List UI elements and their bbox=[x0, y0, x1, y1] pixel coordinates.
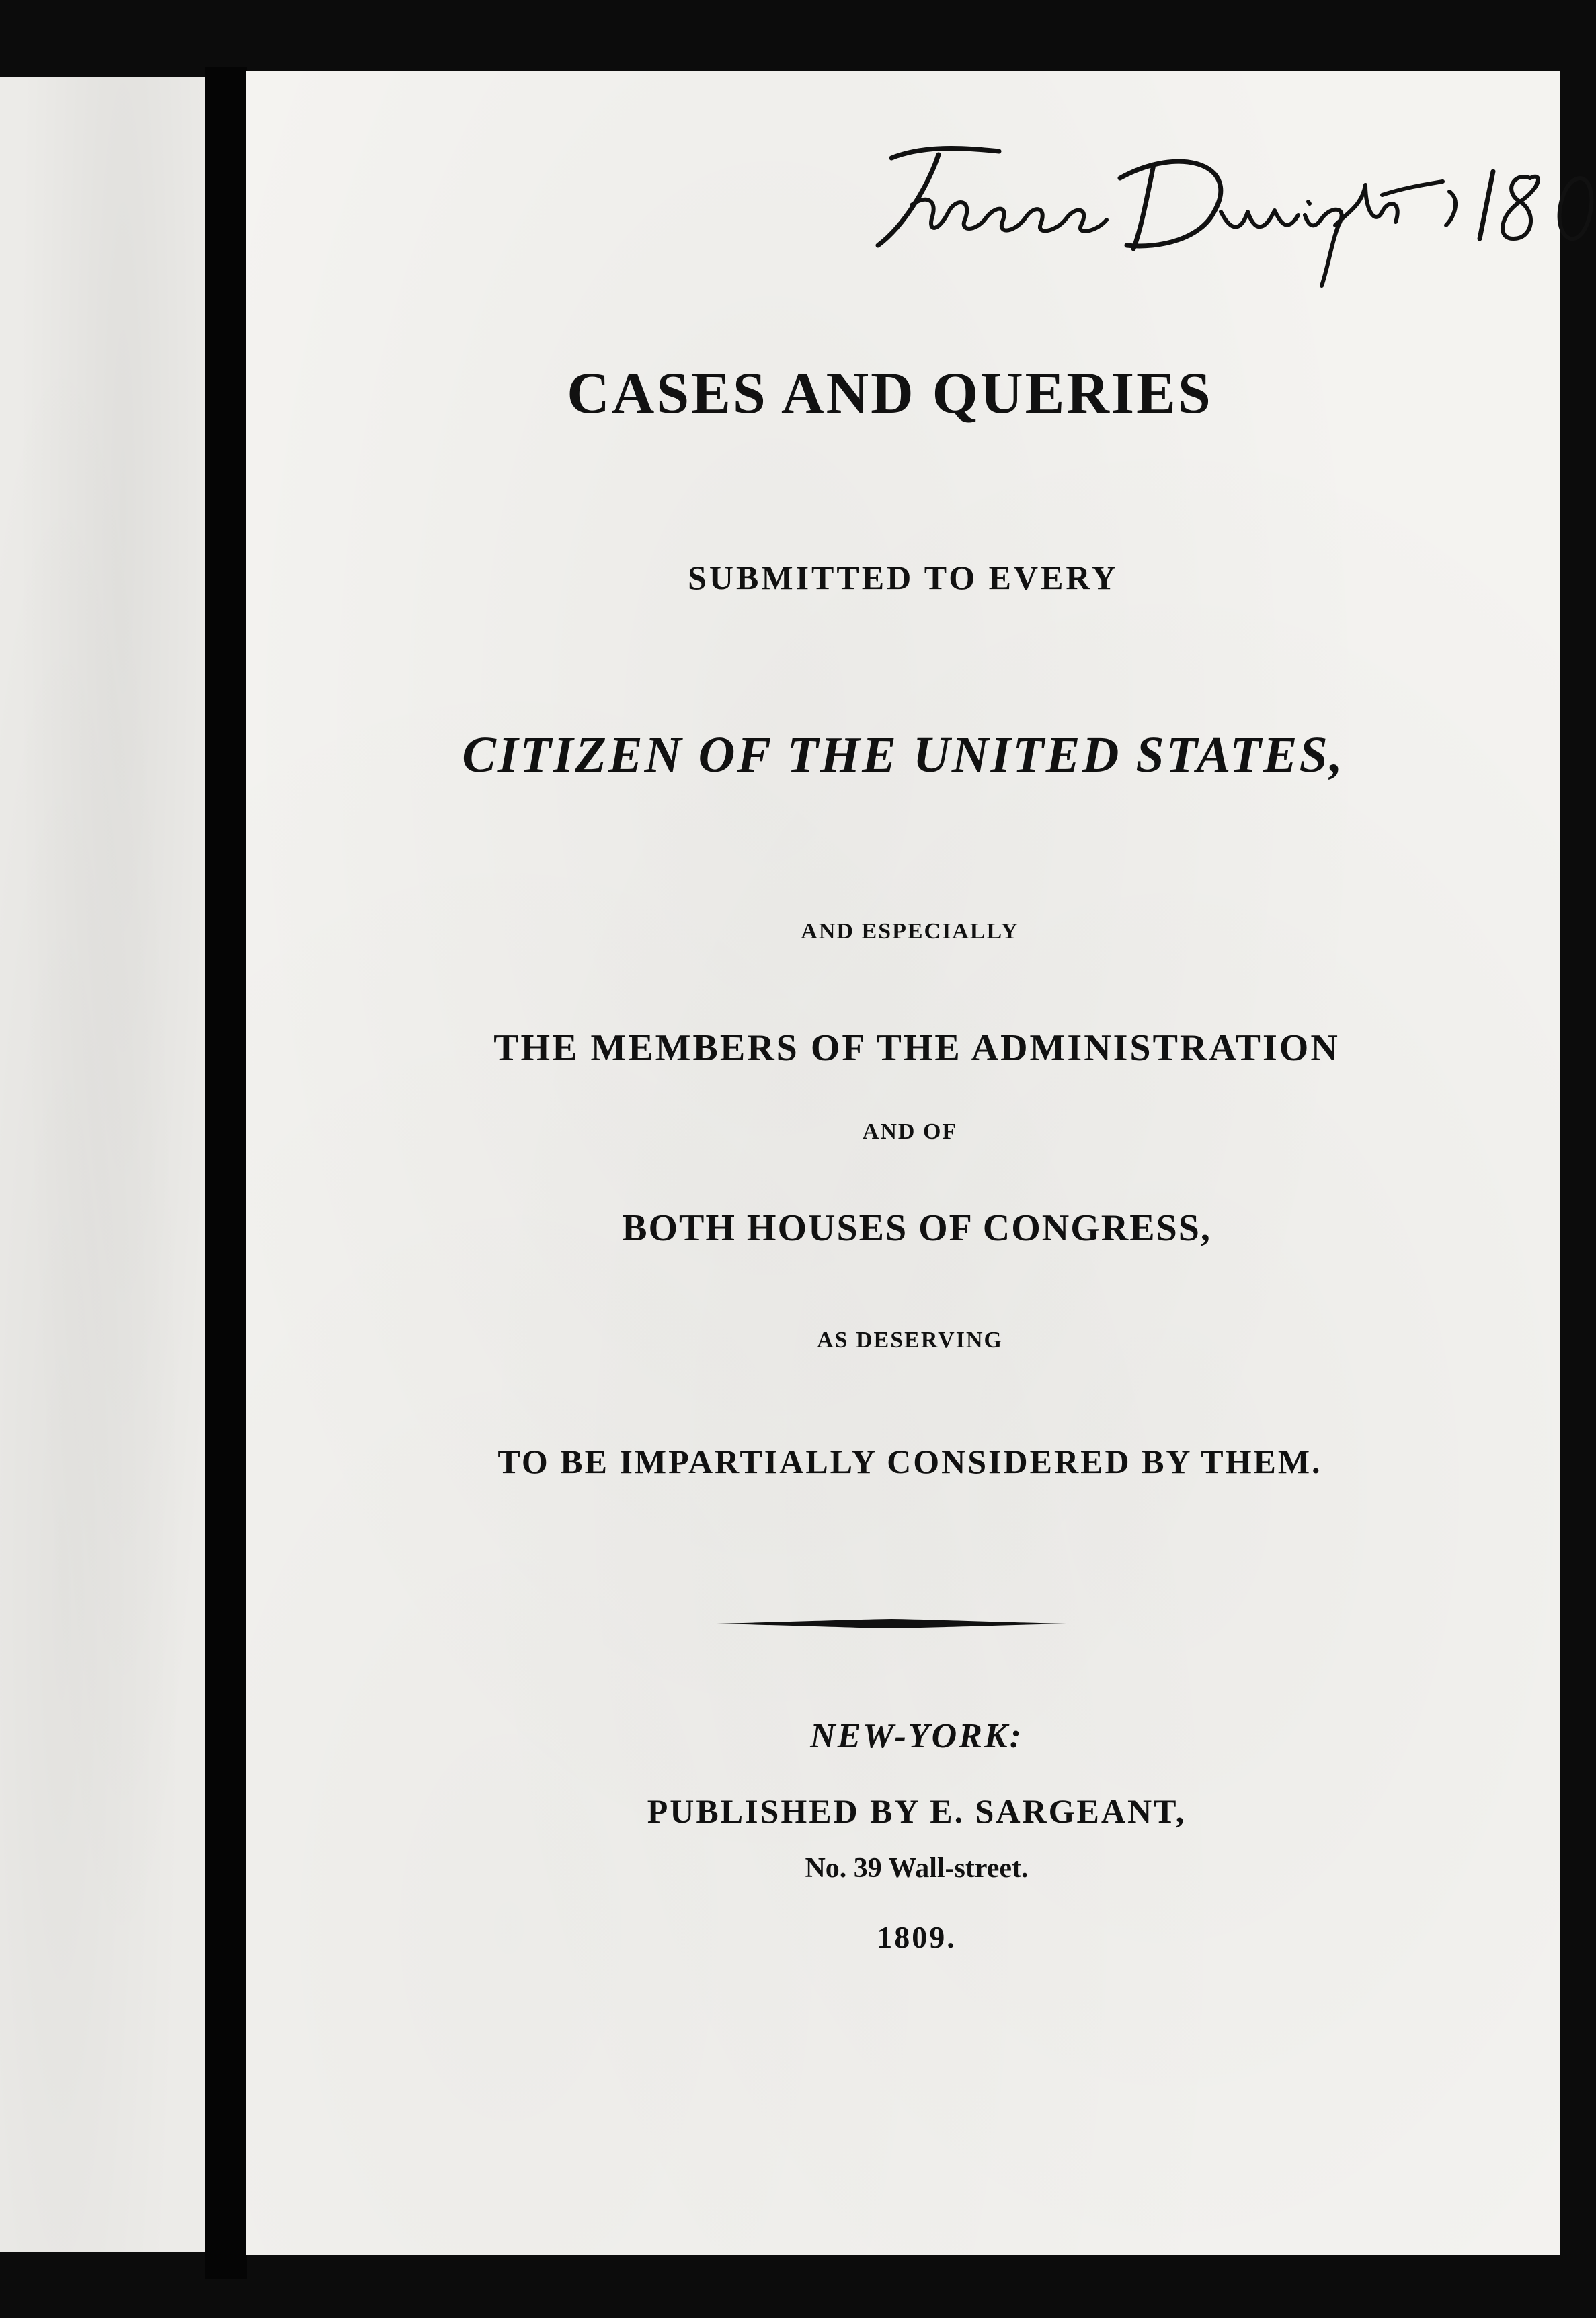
subtitle-impartially: TO BE IMPARTIALLY CONSIDERED BY THEM. bbox=[497, 1443, 1322, 1480]
subtitle-members: THE MEMBERS OF THE ADMINISTRATION bbox=[493, 1027, 1340, 1069]
subtitle-deserving: AS DESERVING bbox=[817, 1328, 1003, 1353]
subtitle-houses: BOTH HOUSES OF CONGRESS, bbox=[622, 1207, 1211, 1249]
handwritten-signature bbox=[865, 131, 1596, 387]
decorative-rule bbox=[717, 1618, 1066, 1629]
subtitle-submitted: SUBMITTED TO EVERY bbox=[688, 559, 1119, 596]
subtitle-citizen: CITIZEN OF THE UNITED STATES, bbox=[462, 727, 1345, 783]
imprint-year: 1809. bbox=[877, 1920, 957, 1954]
title-page bbox=[246, 71, 1560, 2255]
imprint-place: NEW-YORK: bbox=[810, 1717, 1023, 1755]
page-title: CASES AND QUERIES bbox=[567, 361, 1213, 426]
imprint-publisher: PUBLISHED BY E. SARGEANT, bbox=[647, 1792, 1187, 1830]
subtitle-and-of: AND OF bbox=[862, 1119, 958, 1144]
subtitle-especially: AND ESPECIALLY bbox=[801, 919, 1019, 944]
facing-page-edge bbox=[0, 77, 205, 2252]
imprint-address: No. 39 Wall-street. bbox=[805, 1853, 1029, 1884]
